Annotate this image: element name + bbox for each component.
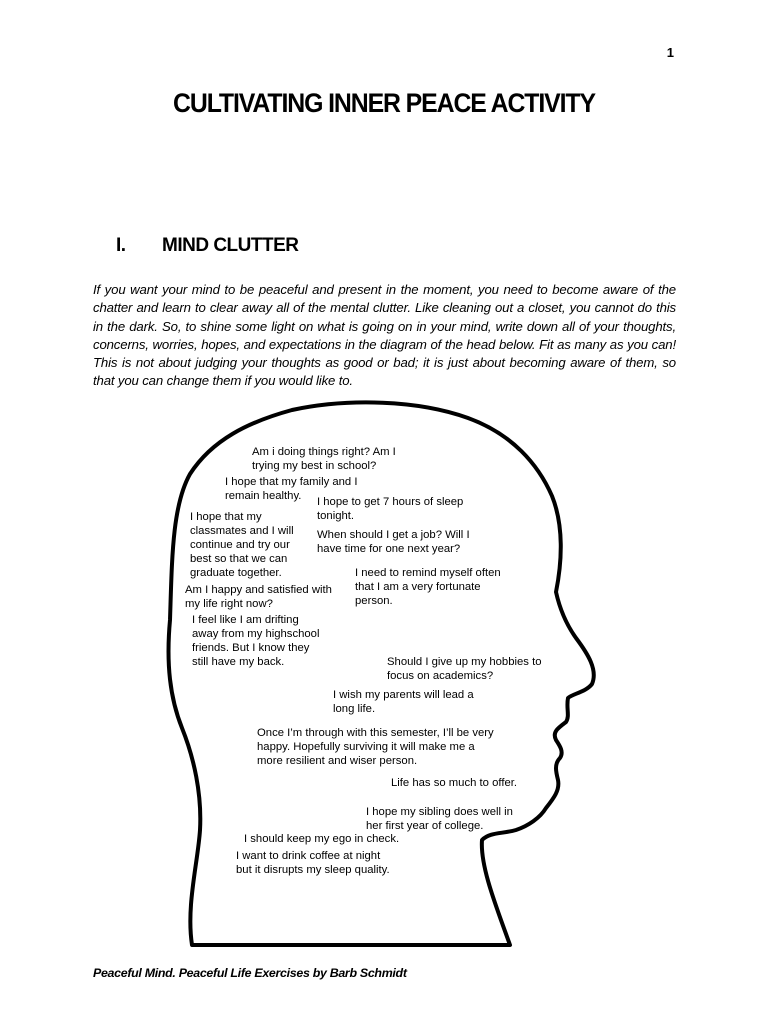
thought-text: I need to remind myself often that I am a very fortunate person. (355, 567, 501, 607)
thought-text: I want to drink coffee at night but it disrupts my sleep quality. (236, 850, 390, 876)
page-number: 1 (666, 45, 674, 60)
section-title: MIND CLUTTER (162, 235, 299, 256)
thought-text: I should keep my ego in check. (244, 833, 400, 845)
thought-text: Am I happy and satisfied with my life right now? (185, 584, 332, 610)
thought-text: Life has so much to offer. (391, 777, 518, 789)
thought-text: I wish my parents will lead a long life. (333, 689, 474, 715)
section-number: I. (116, 235, 126, 256)
thought-text: I hope my sibling does well in her first year of college. (366, 806, 513, 832)
page-title: CULTIVATING INNER PEACE ACTIVITY (173, 88, 595, 118)
thought-text: Should I give up my hobbies to focus on academics? (387, 656, 542, 682)
thought-text: I feel like I am drifting away from my highschool friends. But I know they still have my back. (192, 614, 320, 668)
intro-paragraph: If you want your mind to be peaceful and present in the moment, you need to become aware of the chatter and learn to clear away all of the mental clutter. Like cleaning out a closet, you cannot do this in the dark. So, to shine some light on what is going on in your mind, write down all of your thoughts, concerns, worries, hopes, and expectations in the diagram of the head below. Fit as many as you can! This is not about judging your thoughts as good or bad; it is just about becoming aware of them, so that you can change them if you would like to. (93, 282, 676, 389)
thought-text: When should I get a job? Will I have time for one next year? (317, 529, 470, 555)
thought-text: Am i doing things right? Am I trying my best in school? (252, 446, 396, 472)
thought-text: Once I’m through with this semester, I’ll be very happy. Hopefully surviving it will make me a more resilient and wiser person. (257, 727, 494, 767)
thought-text: I hope that my family and I remain healthy. (225, 476, 358, 502)
thought-text: I hope to get 7 hours of sleep tonight. (317, 496, 464, 522)
page-footer: Peaceful Mind. Peaceful Life Exercises by Barb Schmidt (93, 966, 407, 980)
thought-text: I hope that my classmates and I will continue and try our best so that we can graduate together. (190, 511, 294, 579)
